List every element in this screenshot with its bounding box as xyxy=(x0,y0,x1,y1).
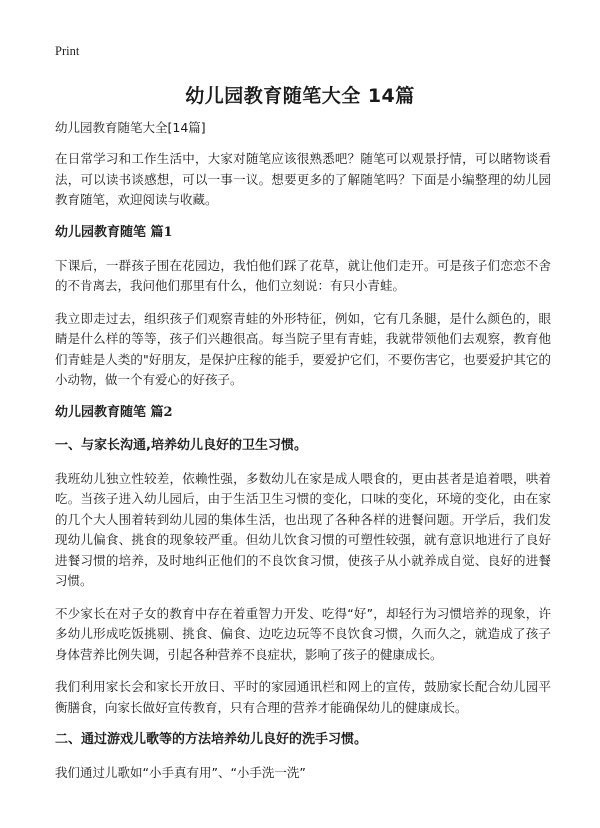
intro-paragraph: 在日常学习和工作生活中，大家对随笔应该很熟悉吧？随笔可以观景抒情，可以睹物谈看法，可以读书谈感想，可以一事一议。想要更多的了解随笔吗？下面是小编整理的幼儿园教育随笔，欢迎阅读与收藏。 xyxy=(55,151,551,207)
print-link[interactable]: Print xyxy=(55,44,80,58)
paragraph: 我立即走过去，组织孩子们观察青蛙的外形特征，例如，它有几条腿，是什么颜色的，眼睛是什么样的等等，孩子们兴趣很高。每当院子里有青蛙，我就带领他们去观察，教育他们青蛙是人类的"好朋友，是保护庄稼的能手，要爱护它们，不要伤害它，也要爱护其它的小动物，做一个有爱心的好孩子。 xyxy=(55,310,551,387)
paragraph: 不少家长在对子女的教育中存在着重智力开发、吃得“好”，却轻行为习惯培养的现象，许多幼儿形成吃饭挑剔、挑食、偏食、边吃边玩等不良饮食习惯，久而久之，就造成了孩子身体营养比例失调，引起各种营养不良症状，影响了孩子的健康成长。 xyxy=(55,605,551,662)
subsection-heading-1: 一、与家长沟通,培养幼儿良好的卫生习惯。 xyxy=(55,437,307,453)
section-heading-1: 幼儿园教育随笔 篇1 xyxy=(55,224,173,240)
paragraph: 我班幼儿独立性较差，依赖性强，多数幼儿在家是成人喂食的，更由甚者是追着喂，哄着吃。当孩子进入幼儿园后，由于生活卫生习惯的变化，口味的变化，环境的变化，由在家的几个大人围着转到幼儿园的集体生活，也出现了各种各样的进餐问题。开学后，我们发现幼儿偏食、挑食的现象较严重。但幼儿饮食习惯的可塑性较强，就有意识地进行了良好进餐习惯的培养，及时地纠正他们的不良饮食习惯，使孩子从小就养成自觉、良好的进餐习惯。 xyxy=(55,470,551,588)
paragraph: 下课后，一群孩子围在花园边，我怕他们踩了花草，就让他们走开。可是孩子们恋恋不舍的不肯离去，我问他们那里有什么，他们立刻说：有只小青蛙。 xyxy=(55,257,551,293)
page-title: 幼儿园教育随笔大全 14篇 xyxy=(185,85,415,107)
paragraph: 我们通过儿歌如“小手真有用”、“小手洗一洗” xyxy=(55,765,306,780)
article-body xyxy=(55,118,551,796)
subtitle: 幼儿园教育随笔大全[14篇] xyxy=(55,120,206,135)
paragraph: 我们利用家长会和家长开放日、平时的家园通讯栏和网上的宣传，鼓励家长配合幼儿园平衡膳食，向家长做好宣传教育，只有合理的营养才能确保幼儿的健康成长。 xyxy=(55,679,551,715)
section-heading-2: 幼儿园教育随笔 篇2 xyxy=(55,404,173,420)
subsection-heading-2: 二、通过游戏儿歌等的方法培养幼儿良好的洗手习惯。 xyxy=(55,732,368,747)
